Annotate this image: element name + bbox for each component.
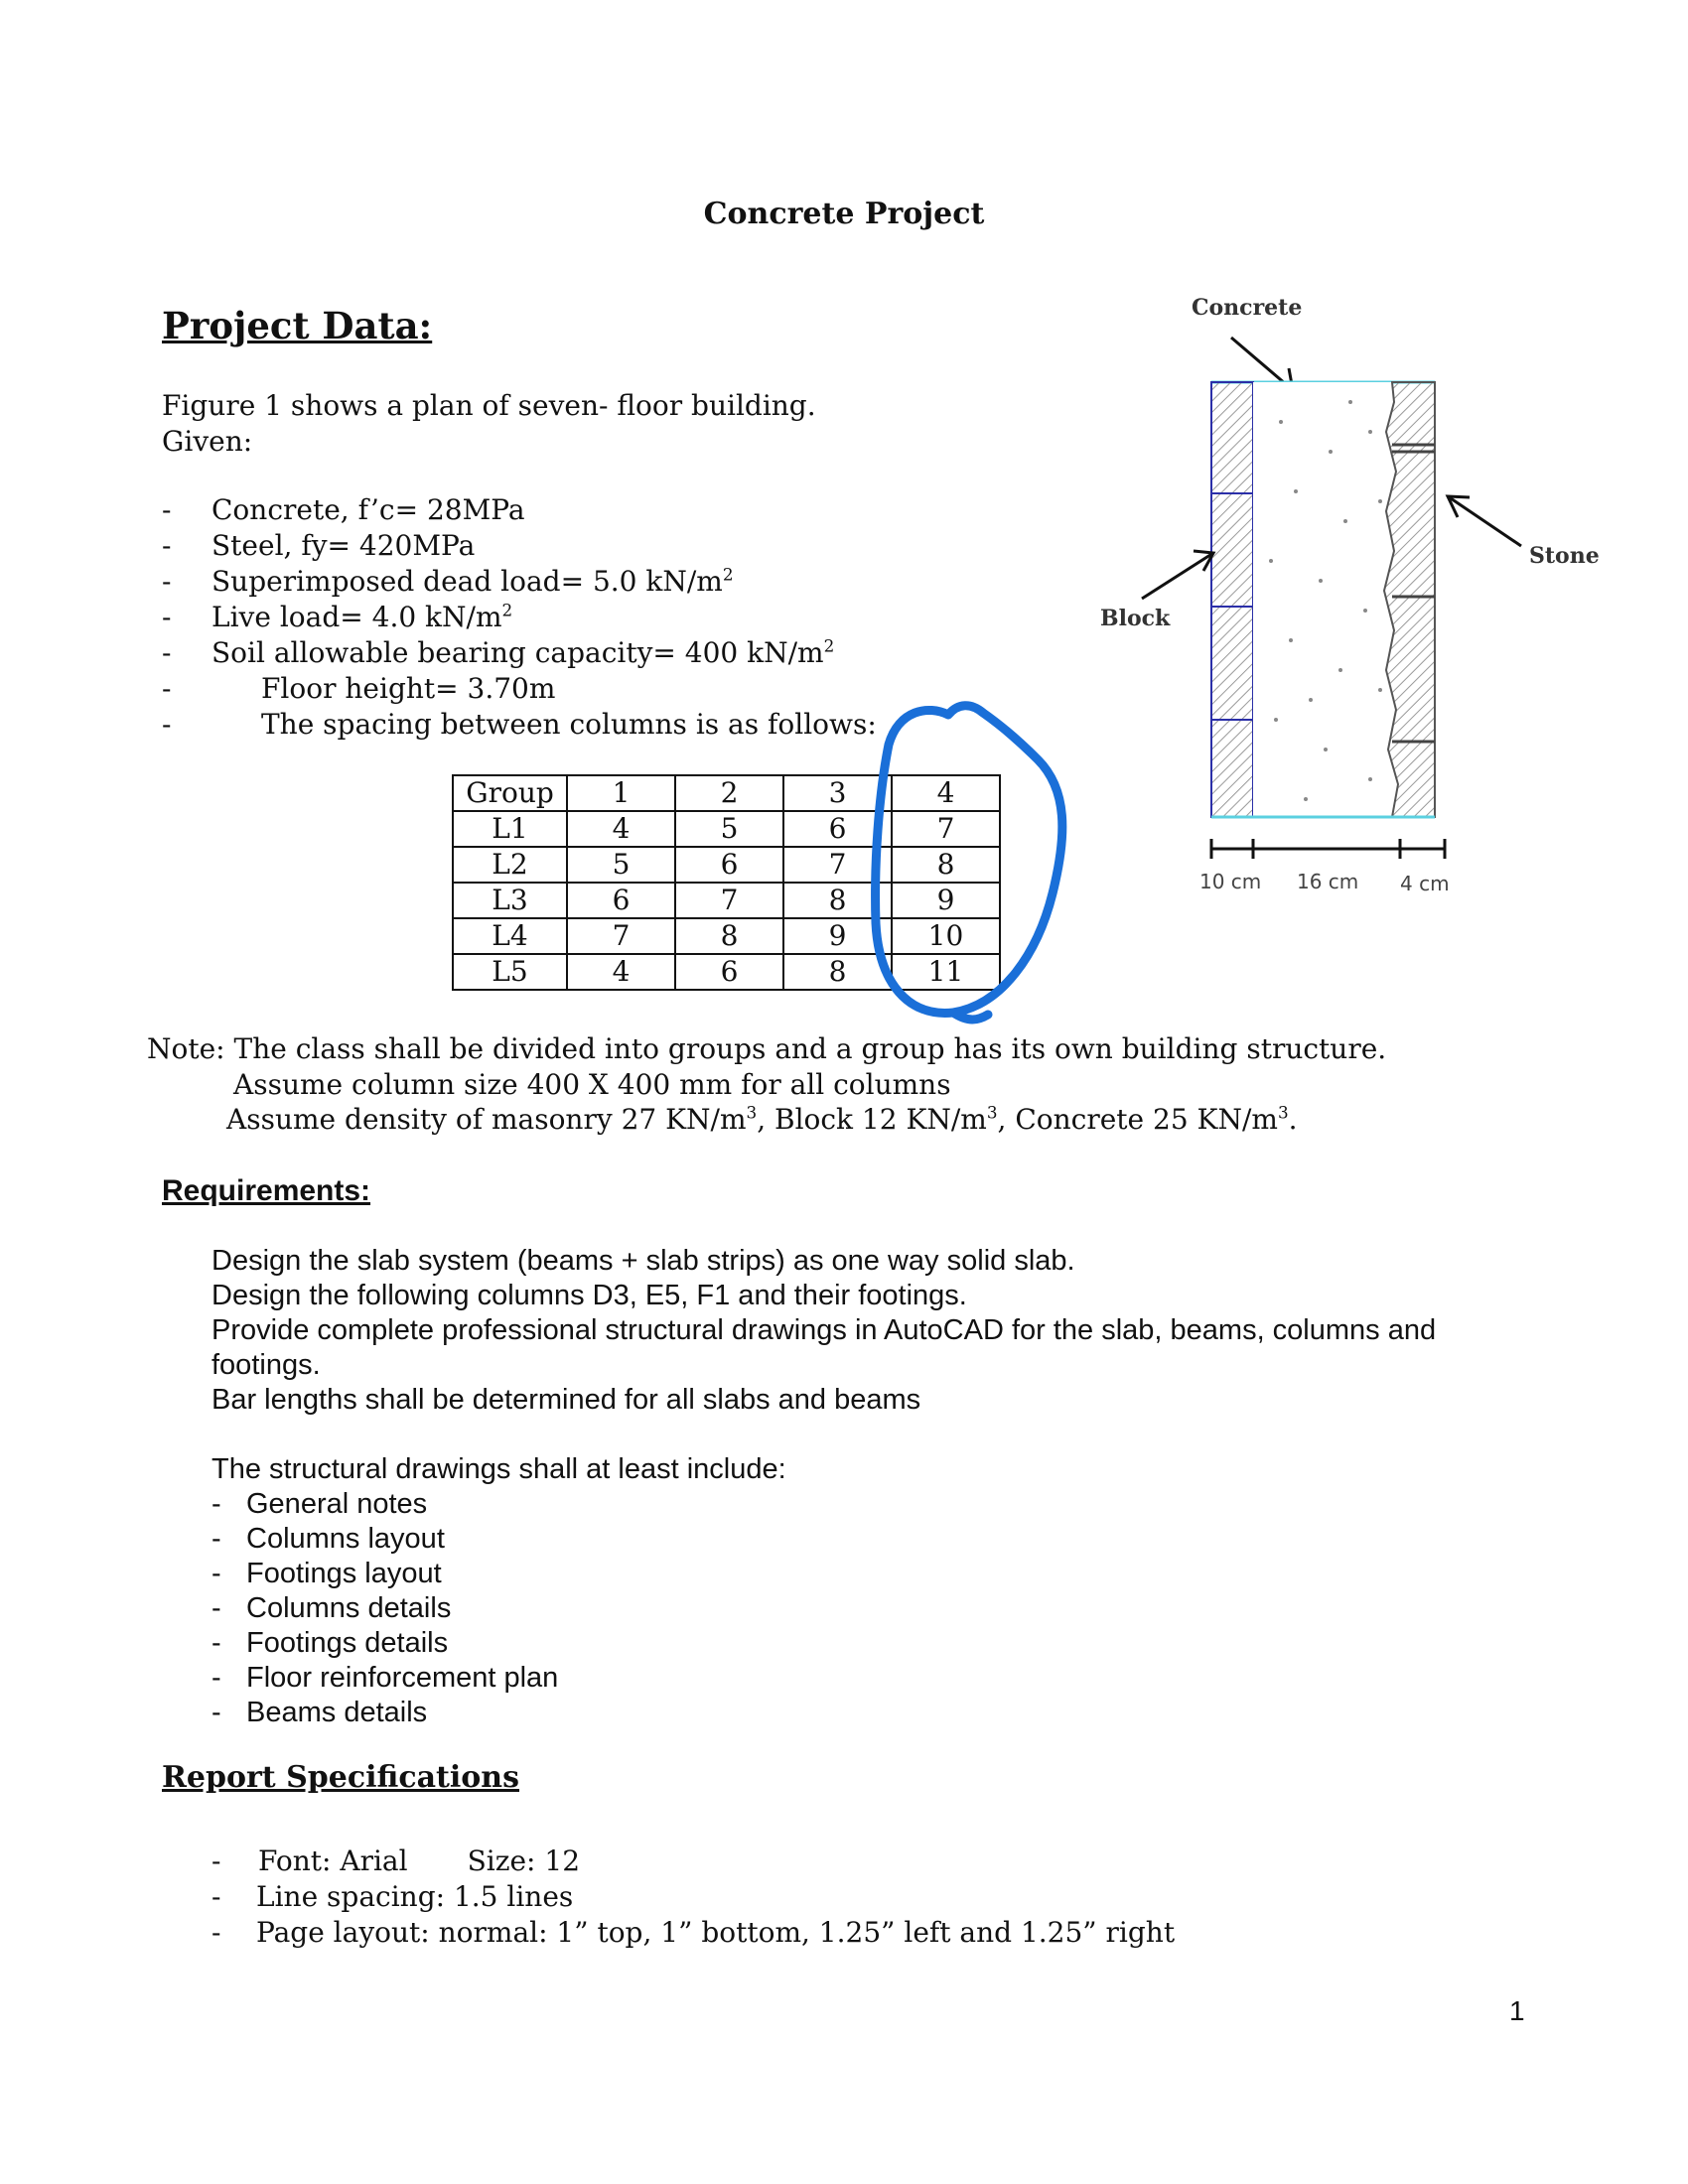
item-text: Floor height= 3.70m	[261, 672, 556, 705]
requirement-line: Provide complete professional structural drawings in AutoCAD for the slab, beams, columns and	[211, 1314, 1437, 1346]
drawings-item: - Columns details	[211, 1592, 452, 1624]
table-cell: 9	[892, 883, 1000, 918]
table-header-cell: Group	[453, 775, 567, 811]
item-text: The spacing between columns is as follows:	[261, 708, 877, 741]
table-cell: 7	[675, 883, 783, 918]
drawings-intro: The structural drawings shall at least include:	[211, 1453, 786, 1485]
concrete-core	[1253, 382, 1392, 817]
item-text: Live load= 4.0 kN/m	[211, 601, 502, 633]
note-text: , Concrete 25 KN/m	[997, 1103, 1278, 1136]
table-cell: 8	[892, 847, 1000, 883]
superscript: 2	[722, 564, 734, 585]
dimension-label: 16 cm	[1297, 870, 1359, 893]
dimension-label: 4 cm	[1400, 872, 1450, 895]
bullet-dash: -	[162, 529, 172, 562]
table-cell: L3	[453, 883, 567, 918]
item-text: Line spacing: 1.5 lines	[256, 1880, 574, 1913]
item-text: Footings details	[246, 1627, 449, 1659]
table-cell: L4	[453, 918, 567, 954]
item-text: Size: 12	[467, 1844, 581, 1877]
drawings-item: - Footings layout	[211, 1558, 442, 1589]
item-text: Floor reinforcement plan	[246, 1662, 559, 1694]
bullet-dash: -	[162, 636, 172, 669]
table-cell: 5	[567, 847, 675, 883]
drawings-item: - Footings details	[211, 1627, 449, 1659]
table-header-cell: 1	[567, 775, 675, 811]
intro-text: Figure 1 shows a plan of seven- floor building.	[162, 389, 816, 422]
drawings-item: - Beams details	[211, 1697, 428, 1728]
report-font: - Font: Arial Size: 12	[211, 1844, 581, 1877]
stone-layer	[1384, 382, 1435, 817]
table-cell: 11	[892, 954, 1000, 990]
table-cell: 4	[567, 811, 675, 847]
note-text: Assume density of masonry 27 KN/m	[226, 1103, 747, 1136]
item-text: Beams details	[246, 1697, 428, 1728]
report-layout: - Page layout: normal: 1” top, 1” bottom, 1.25” left and 1.25” right	[211, 1916, 1176, 1949]
superscript: 3	[746, 1102, 758, 1123]
table-cell: 8	[783, 954, 892, 990]
drawings-item: - General notes	[211, 1488, 428, 1520]
item-text: General notes	[246, 1488, 428, 1520]
bullet-dash: -	[162, 565, 172, 598]
requirements-heading: Requirements:	[162, 1174, 371, 1207]
label-block: Block	[1100, 606, 1171, 631]
note-text: .	[1288, 1103, 1298, 1136]
table-cell: 6	[675, 847, 783, 883]
requirement-line: Design the following columns D3, E5, F1 and their footings.	[211, 1280, 967, 1311]
document-title: Concrete Project	[703, 197, 985, 231]
drawings-item: - Floor reinforcement plan	[211, 1662, 559, 1694]
superscript: 2	[823, 635, 835, 656]
arrow-stone	[1448, 496, 1521, 546]
note-text: , Block 12 KN/m	[757, 1103, 987, 1136]
drawings-item: - Columns layout	[211, 1523, 445, 1555]
note-line-2: Assume column size 400 X 400 mm for all columns	[233, 1068, 951, 1101]
item-text: Page layout: normal: 1” top, 1” bottom, 1.25” left and 1.25” right	[256, 1916, 1176, 1949]
note-line-1: Note: The class shall be divided into groups and a group has its own building structure.	[147, 1032, 1387, 1065]
given-label: Given:	[162, 425, 253, 458]
item-text: Superimposed dead load= 5.0 kN/m	[211, 565, 723, 598]
superscript: 2	[501, 600, 513, 620]
arrow-block	[1142, 553, 1213, 599]
table-cell: L2	[453, 847, 567, 883]
table-cell: 7	[892, 811, 1000, 847]
given-item-spacing	[162, 708, 877, 741]
table-cell: 9	[783, 918, 892, 954]
given-item-steel	[162, 529, 475, 562]
bullet-dash: -	[162, 708, 172, 741]
report-line-spacing: - Line spacing: 1.5 lines	[211, 1880, 574, 1913]
superscript: 3	[986, 1102, 998, 1123]
given-item-sdl	[162, 565, 734, 598]
bullet-dash: -	[162, 493, 172, 526]
given-item-floor-height	[162, 672, 555, 705]
table-cell: 8	[675, 918, 783, 954]
given-item-soil	[162, 636, 834, 669]
table-cell: L1	[453, 811, 567, 847]
item-text: Soil allowable bearing capacity= 400 kN/m	[211, 636, 824, 669]
handdrawn-circle-annotation	[854, 685, 1092, 1042]
page-number: 1	[1509, 1995, 1525, 2026]
table-cell: 8	[783, 883, 892, 918]
table-header-cell: 4	[892, 775, 1000, 811]
requirement-line: footings.	[211, 1349, 321, 1381]
given-item-live	[162, 601, 512, 633]
table-cell: 5	[675, 811, 783, 847]
item-text: Columns layout	[246, 1523, 445, 1555]
project-data-heading: Project Data:	[162, 304, 433, 347]
table-cell: 7	[567, 918, 675, 954]
table-cell: L5	[453, 954, 567, 990]
note-line-3	[226, 1103, 1298, 1136]
item-text: Steel, fy= 420MPa	[211, 529, 476, 562]
label-stone: Stone	[1529, 543, 1600, 569]
item-text: Concrete, f’c= 28MPa	[211, 493, 525, 526]
table-cell: 6	[675, 954, 783, 990]
label-concrete: Concrete	[1192, 295, 1303, 321]
table-header-cell: 3	[783, 775, 892, 811]
item-text: Font: Arial	[258, 1844, 408, 1877]
table-header-cell: 2	[675, 775, 783, 811]
block-layer	[1211, 382, 1253, 817]
bullet-dash: -	[162, 601, 172, 633]
item-text: Columns details	[246, 1592, 452, 1624]
dimension-label: 10 cm	[1199, 870, 1262, 893]
bullet-dash: -	[162, 672, 172, 705]
table-cell: 6	[783, 811, 892, 847]
table-cell: 10	[892, 918, 1000, 954]
wall-section-figure	[1082, 283, 1609, 918]
item-text: Footings layout	[246, 1558, 442, 1589]
given-item-concrete	[162, 493, 525, 526]
table-cell: 4	[567, 954, 675, 990]
requirement-line: Bar lengths shall be determined for all slabs and beams	[211, 1384, 921, 1416]
report-specifications-heading: Report Specifications	[162, 1760, 519, 1795]
requirement-line: Design the slab system (beams + slab strips) as one way solid slab.	[211, 1245, 1075, 1277]
table-cell: 6	[567, 883, 675, 918]
table-cell: 7	[783, 847, 892, 883]
superscript: 3	[1277, 1102, 1289, 1123]
